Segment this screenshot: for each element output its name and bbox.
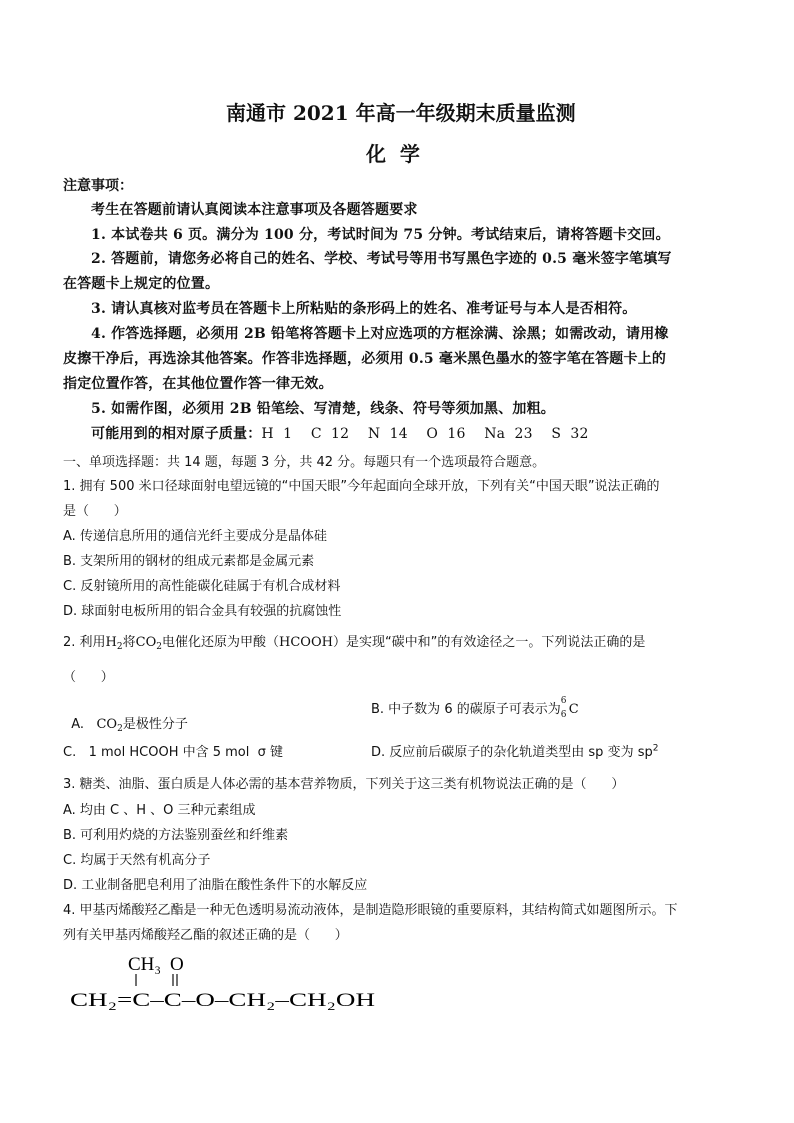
structural-formula — [70, 950, 390, 1020]
q2-co2: $CO_2$ — [135, 635, 162, 652]
q2-option-a-co2: $CO_2$ — [96, 717, 123, 734]
carbonyl-oxygen: O — [170, 954, 184, 975]
q2-answer-paren: （ ） — [63, 670, 114, 685]
notice-item-2: 2. 答题前，请您务必将自己的姓名、学校、考试号等用书写黑色字迹的 0.5 毫米签字笔填写 — [91, 251, 672, 267]
notice-item-5: 5. 如需作图，必须用 2B 铅笔绘、写清楚，线条、符号等须加黑、加粗。 — [91, 401, 556, 417]
q2-text-4: ）是实现“碳中和”的有效途径之一。下列说法正确的是 — [332, 635, 646, 650]
structural-formula-svg — [70, 950, 390, 1020]
q4-stem-line2: 列有关甲基丙烯酸羟乙酯的叙述正确的是（ ） — [63, 928, 348, 943]
q2-option-d: D. 反应前后碳原子的杂化轨道类型由 sp 变为 $sp^2$ — [371, 743, 659, 760]
q2-stem — [63, 631, 645, 652]
q4-stem-line1: 4. 甲基丙烯酸羟乙酯是一种无色透明易流动液体，是制造隐形眼镜的重要原料，其结构简式如题图所示。下 — [63, 903, 678, 918]
section-heading: 一、单项选择题：共 14 题，每题 3 分，共 42 分。每题只有一个选项最符合题意。 — [63, 455, 546, 470]
q1-option-d: D. 球面射电板所用的铝合金具有较强的抗腐蚀性 — [63, 604, 342, 619]
q3-stem: 3. 糖类、油脂、蛋白质是人体必需的基本营养物质，下列关于这三类有机物说法正确的是（ ） — [63, 777, 625, 792]
notice-item-1: 1. 本试卷共 6 页。满分为 100 分，考试时间为 75 分钟。考试结束后，请将答题卡交回。 — [91, 227, 670, 243]
q1-option-b: B. 支架所用的钢材的组成元素都是金属元素 — [63, 554, 315, 569]
q1-stem-line2: 是（ ） — [63, 504, 127, 519]
notice-heading: 注意事项： — [63, 178, 133, 194]
atomic-mass-values: H 1 C 12 N 14 O 16 Na 23 S 32 — [261, 426, 589, 442]
notice-item-4-cont1: 皮擦干净后，再选涂其他答案。作答非选择题，必须用 0.5 毫米黑色墨水的签字笔在答题卡上的 — [63, 351, 667, 367]
main-chain: CH₂=C–C–O–CH₂–CH₂OH — [70, 990, 376, 1011]
notice-item-3: 3. 请认真核对监考员在答题卡上所粘贴的条形码上的姓名、准考证号与本人是否相符。 — [91, 301, 637, 317]
exam-title: 南通市 2021 年高一年级期末质量监测 — [226, 101, 576, 125]
q2-hcooh: HCOOH — [279, 635, 333, 650]
q2-text-3: 电催化还原为甲酸（ — [161, 635, 279, 650]
q2-h2: $H_2$ — [105, 635, 123, 652]
q2-text-1: 2. 利用 — [63, 635, 106, 650]
q2-option-b: B. 中子数为 6 的碳原子可表示为 6 6 C — [371, 696, 579, 720]
q1-option-a: A. 传递信息所用的通信光纤主要成分是晶体硅 — [63, 529, 327, 544]
q3-option-b: B. 可利用灼烧的方法鉴别蚕丝和纤维素 — [63, 828, 289, 843]
q1-stem-line1: 1. 拥有 500 米口径球面射电望远镜的“中国天眼”今年起面向全球开放，下列有关“中国天眼”说法正确的 — [63, 479, 660, 494]
q2-text-2: 将 — [122, 635, 136, 650]
isotope-symbol: 6 6 C — [560, 696, 579, 720]
q3-option-d: D. 工业制备肥皂利用了油脂在酸性条件下的水解反应 — [63, 878, 368, 893]
atomic-mass-line — [91, 423, 589, 443]
notice-item-4: 4. 作答选择题，必须用 2B 铅笔将答题卡上对应选项的方框涂满、涂黑；如需改动，请用橡 — [91, 326, 669, 342]
q2-option-a: A. $CO_2$是极性分子 — [71, 717, 188, 734]
q1-option-c: C. 反射镜所用的高性能碳化硅属于有机合成材料 — [63, 579, 341, 594]
notice-item-2-cont: 在答题卡上规定的位置。 — [63, 276, 220, 292]
notice-intro: 考生在答题前请认真阅读本注意事项及各题答题要求 — [91, 202, 418, 218]
q3-option-a: A. 均由 C 、H 、O 三种元素组成 — [63, 803, 256, 818]
q3-option-c: C. 均属于天然有机高分子 — [63, 853, 211, 868]
notice-item-4-cont2: 指定位置作答，在其他位置作答一律无效。 — [63, 376, 333, 392]
subject-title: 化 学 — [366, 142, 420, 166]
q2-option-c: C. 1 mol HCOOH 中含 5 mol σ 键 — [63, 745, 283, 760]
atomic-mass-label: 可能用到的相对原子质量： — [91, 426, 262, 442]
methyl-group: CH₃ — [128, 954, 162, 975]
